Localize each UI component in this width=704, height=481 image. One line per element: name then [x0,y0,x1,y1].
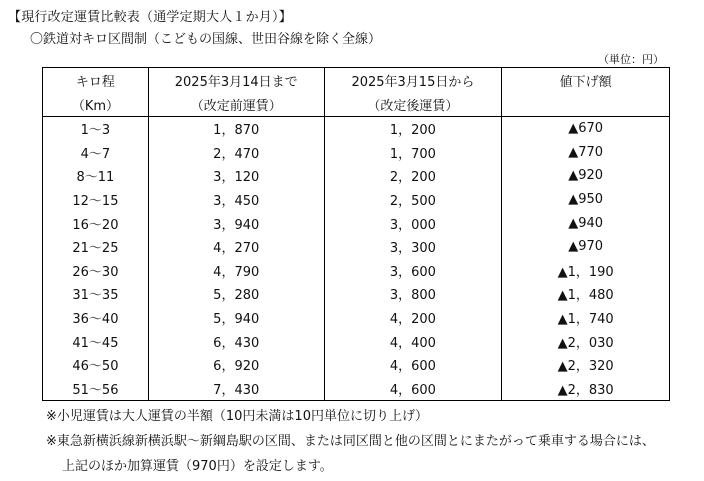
cell-distance: 41～45 [43,329,149,353]
cell-distance: 4～7 [43,141,149,165]
cell-reduction: ▲950 [502,188,670,212]
table-row [43,377,670,401]
cell-old-fare: 2，470 [148,141,324,165]
cell-distance: 26～30 [43,259,149,283]
cell-distance: 51～56 [43,377,149,401]
cell-old-fare: 3，120 [148,164,324,188]
cell-new-fare: 3，300 [324,235,502,259]
document-title: 【現行改定運賃比較表（通学定期大人１か月）】 [8,10,292,25]
cell-reduction: ▲1，740 [502,306,670,330]
table-row [43,306,670,330]
cell-new-fare: 3，800 [324,282,502,306]
table-header-row [43,68,670,93]
cell-old-fare: 6，920 [148,353,324,377]
cell-old-fare: 3，940 [148,211,324,235]
cell-distance: 36～40 [43,306,149,330]
table-subtitle: 〇鉄道対キロ区間制（こどもの国線、世田谷線を除く全線） [30,32,382,47]
cell-old-fare: 1，870 [148,117,324,141]
cell-reduction: ▲670 [502,117,670,141]
cell-new-fare: 1，700 [324,141,502,165]
table-row [43,259,670,283]
cell-new-fare: 3，000 [324,211,502,235]
cell-distance: 31～35 [43,282,149,306]
cell-distance: 1～3 [43,117,149,141]
table-row [43,141,670,165]
cell-distance: 12～15 [43,188,149,212]
cell-reduction: ▲920 [502,164,670,188]
cell-reduction: ▲2，030 [502,329,670,353]
cell-reduction: ▲940 [502,211,670,235]
cell-new-fare: 4，600 [324,353,502,377]
cell-old-fare: 4，270 [148,235,324,259]
table-body [43,117,670,401]
cell-reduction: ▲970 [502,235,670,259]
table-row [43,353,670,377]
cell-distance: 21～25 [43,235,149,259]
surcharge-note-continued: 上記のほか加算運賃（970円）を設定します。 [62,459,333,474]
cell-old-fare: 5，940 [148,306,324,330]
cell-new-fare: 4，400 [324,329,502,353]
header-distance-unit: （Km） [43,92,149,117]
cell-distance: 16～20 [43,211,149,235]
cell-reduction: ▲770 [502,141,670,165]
cell-new-fare: 3，600 [324,259,502,283]
cell-reduction: ▲2，830 [502,377,670,401]
cell-new-fare: 2，500 [324,188,502,212]
header-new-fare: 2025年3月15日から [324,68,502,93]
table-row [43,282,670,306]
cell-old-fare: 6，430 [148,329,324,353]
unit-label: （単位：円） [598,53,664,66]
cell-distance: 46～50 [43,353,149,377]
table-row [43,211,670,235]
cell-new-fare: 2，200 [324,164,502,188]
cell-old-fare: 5，280 [148,282,324,306]
table-row [43,164,670,188]
header-reduction-note [502,92,670,117]
table-header-subrow [43,92,670,117]
table-row [43,117,670,141]
table-row [43,329,670,353]
fare-comparison-table [42,67,670,401]
cell-new-fare: 4，600 [324,377,502,401]
header-distance: キロ程 [43,68,149,93]
header-new-fare-note: （改定後運賃） [324,92,502,117]
child-fare-note: ※小児運賃は大人運賃の半額（10円未満は10円単位に切り上げ） [46,409,428,424]
cell-reduction: ▲1，190 [502,259,670,283]
cell-old-fare: 3，450 [148,188,324,212]
cell-reduction: ▲2，320 [502,353,670,377]
surcharge-note: ※東急新横浜線新横浜駅～新綱島駅の区間、または同区間と他の区間とにまたがって乗車する場合には、 [46,434,655,449]
header-reduction: 値下げ額 [502,68,670,93]
cell-new-fare: 4，200 [324,306,502,330]
header-old-fare: 2025年3月14日まで [148,68,324,93]
table-row [43,188,670,212]
header-old-fare-note: （改定前運賃） [148,92,324,117]
cell-distance: 8～11 [43,164,149,188]
cell-reduction: ▲1，480 [502,282,670,306]
cell-old-fare: 4，790 [148,259,324,283]
table-row [43,235,670,259]
cell-old-fare: 7，430 [148,377,324,401]
cell-new-fare: 1，200 [324,117,502,141]
